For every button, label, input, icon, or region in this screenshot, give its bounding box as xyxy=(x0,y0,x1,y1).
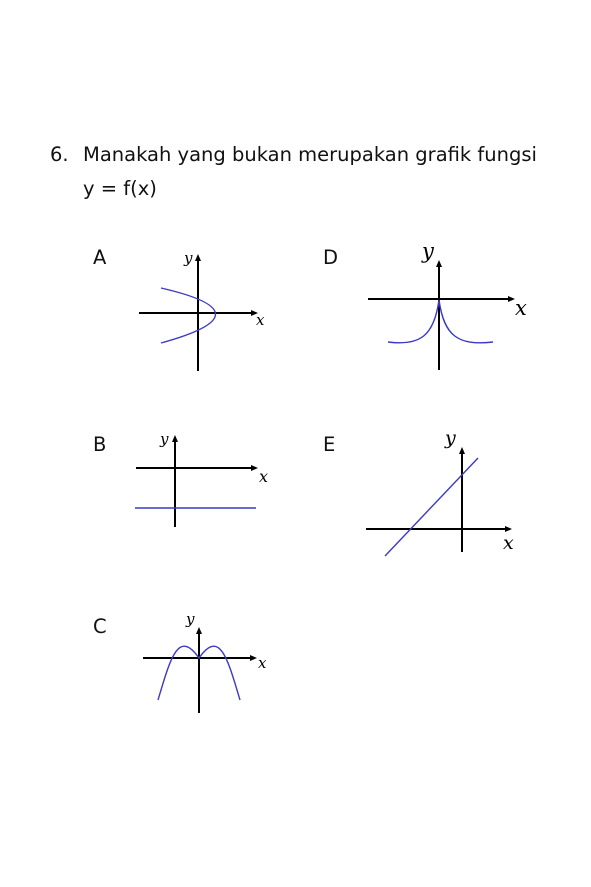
option-d-label: D xyxy=(323,246,339,269)
graph-b-y-label: y xyxy=(160,430,169,448)
question-text-line-2: y = f(x) xyxy=(83,177,157,200)
graph-c-x-label: x xyxy=(258,654,267,672)
graph-e-y-label: y xyxy=(445,427,456,449)
graph-e-x-label: x xyxy=(503,532,514,554)
graph-e-y-arrow xyxy=(459,447,465,454)
graph-c-y-label: y xyxy=(186,610,195,628)
question-text-line-1: Manakah yang bukan merupakan grafik fungsi xyxy=(83,143,537,166)
graph-e-curve xyxy=(385,458,478,556)
graph-d-x-label: x xyxy=(515,296,527,320)
graph-a-y-label: y xyxy=(184,249,193,267)
option-e-label: E xyxy=(323,433,336,456)
option-b-label: B xyxy=(93,433,107,456)
graph-b-x-label: x xyxy=(259,467,269,486)
question-number: 6. xyxy=(50,143,69,166)
graph-d-y-label: y xyxy=(422,239,434,263)
option-c-label: C xyxy=(93,615,107,638)
graph-a-x-label: x xyxy=(256,311,265,329)
option-a-label: A xyxy=(93,246,107,269)
